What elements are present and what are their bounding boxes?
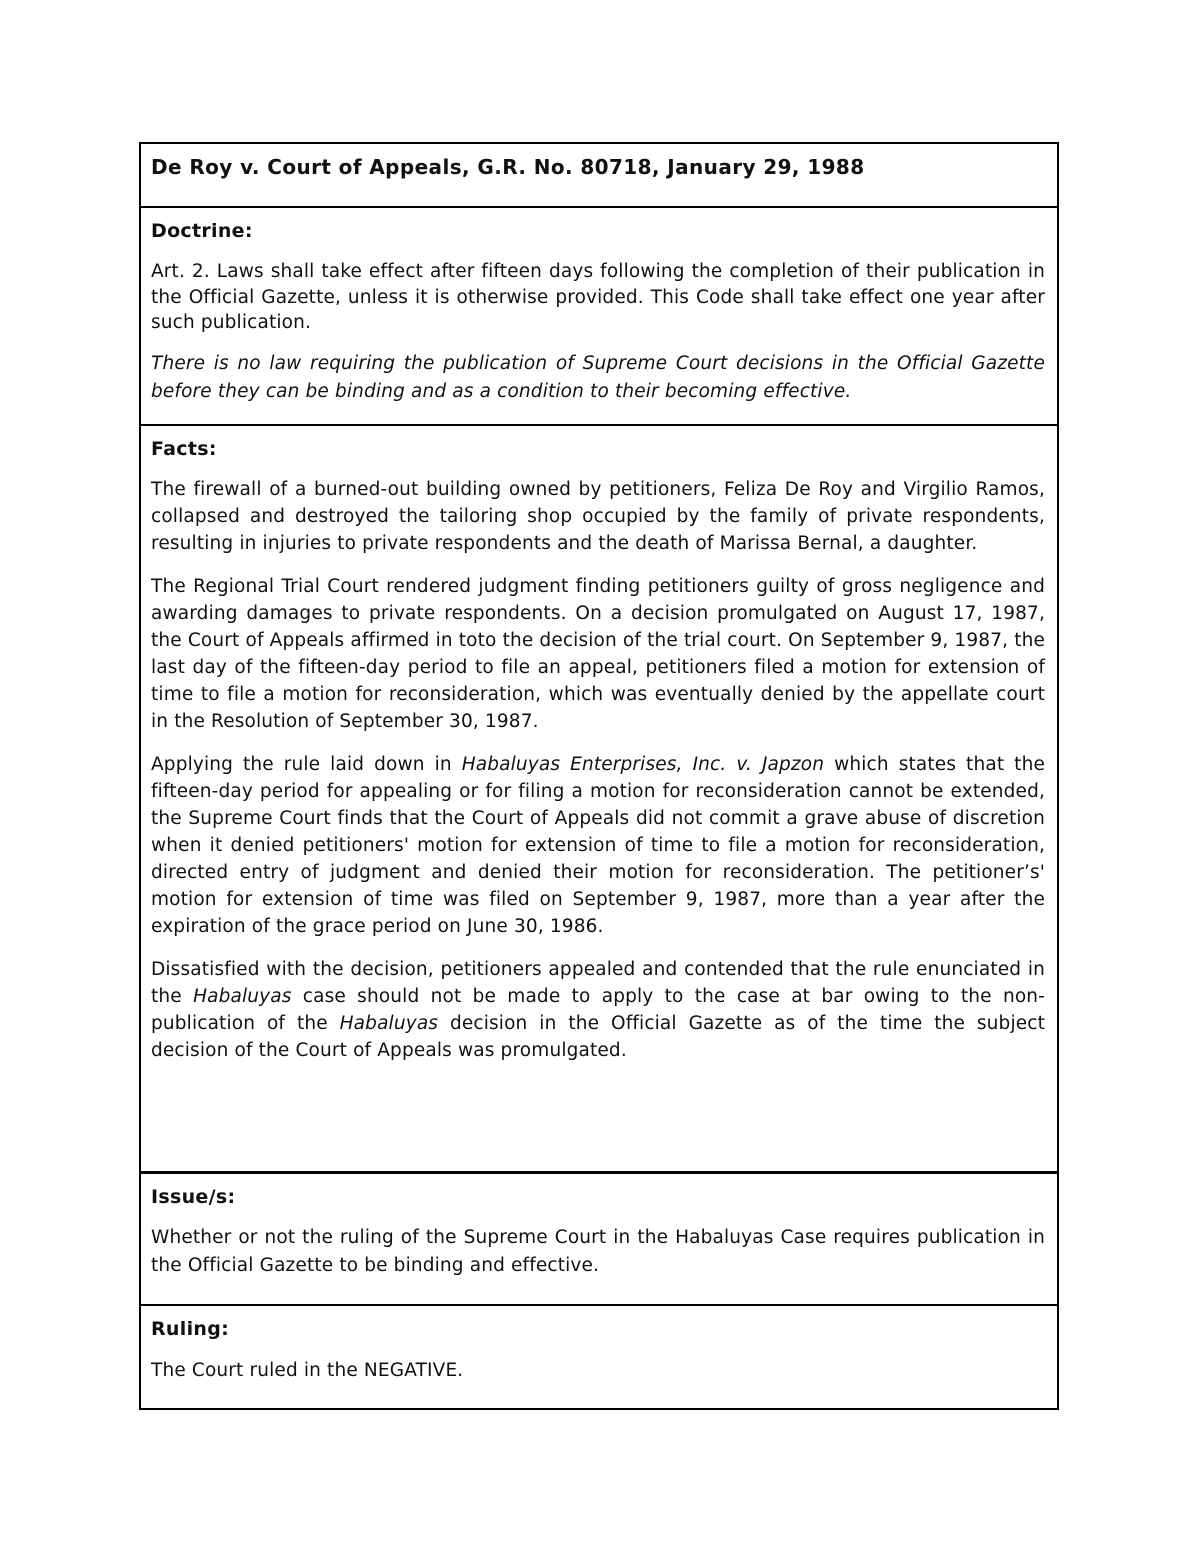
case-title: De Roy v. Court of Appeals, G.R. No. 80718, January 29, 1988 bbox=[151, 155, 865, 179]
facts-p4-text-1: Dissatisfied with the decision, petitioners appealed and contended that the rule enunciated in the bbox=[151, 959, 1045, 1007]
facts-p4-case-ref-1: Habaluyas bbox=[193, 986, 292, 1007]
facts-p3-text-1: Applying the rule laid down in bbox=[151, 754, 462, 775]
facts-p4-case-ref-2: Habaluyas bbox=[339, 1013, 439, 1034]
issue-section bbox=[141, 1171, 1057, 1304]
ruling-heading: Ruling: bbox=[151, 1318, 230, 1340]
case-digest-table bbox=[139, 142, 1059, 1410]
doctrine-heading: Doctrine: bbox=[151, 220, 253, 242]
issue-heading: Issue/s: bbox=[151, 1186, 236, 1208]
doctrine-section bbox=[141, 206, 1057, 424]
facts-paragraph-4 bbox=[151, 956, 1045, 1064]
facts-section bbox=[141, 424, 1057, 1171]
doctrine-principle-text: There is no law requiring the publication of Supreme Court decisions in the Official Gazette before they can be binding and as a condition to their becoming effective. bbox=[151, 352, 1045, 402]
facts-p4-text-3: decision in the Official Gazette as of the time the subject decision of the Court of Appeals was promulgated. bbox=[151, 1013, 1045, 1061]
doctrine-article-text: Art. 2. Laws shall take effect after fifteen days following the completion of their publication in the Official Gazette, unless it is otherwise provided. This Code shall take effect one year after such publication. bbox=[151, 261, 1045, 333]
facts-paragraph-1: The firewall of a burned-out building owned by petitioners, Feliza De Roy and Virgilio Ramos, collapsed and destroyed the tailoring shop occupied by the family of private respondents, resulting in injuries to private respondents and the death of Marissa Bernal, a daughter. bbox=[151, 479, 1045, 554]
ruling-text: The Court ruled in the NEGATIVE. bbox=[151, 1360, 464, 1381]
facts-paragraph-3 bbox=[151, 751, 1045, 940]
facts-heading: Facts: bbox=[151, 438, 217, 460]
facts-p3-text-2: which states that the fifteen-day period for appealing or for filing a motion for reconsideration cannot be extended, the Supreme Court finds that the Court of Appeals did not commit a grave abuse of discretion when it denied petitioners' motion for extension of time to file a motion for reconsideration, directed entry of judgment and denied their motion for reconsideration. The petitioner’s' motion for extension of time was filed on September 9, 1987, more than a year after the expiration of the grace period on June 30, 1986. bbox=[151, 754, 1045, 937]
facts-p3-case-name: Habaluyas Enterprises, Inc. v. Japzon bbox=[461, 754, 825, 775]
title-cell bbox=[141, 144, 1057, 206]
facts-paragraph-2: The Regional Trial Court rendered judgment finding petitioners guilty of gross negligence and awarding damages to private respondents. On a decision promulgated on August 17, 1987, the Court of Appeals affirmed in toto the decision of the trial court. On September 9, 1987, the last day of the fifteen-day period to file an appeal, petitioners filed a motion for extension of time to file a motion for reconsideration, which was eventually denied by the appellate court in the Resolution of September 30, 1987. bbox=[151, 576, 1045, 732]
ruling-section bbox=[141, 1304, 1057, 1408]
issue-text: Whether or not the ruling of the Supreme Court in the Habaluyas Case requires publication in the Official Gazette to be binding and effective. bbox=[151, 1227, 1045, 1276]
facts-p4-text-2: case should not be made to apply to the case at bar owing to the non-publication of the bbox=[151, 986, 1045, 1034]
